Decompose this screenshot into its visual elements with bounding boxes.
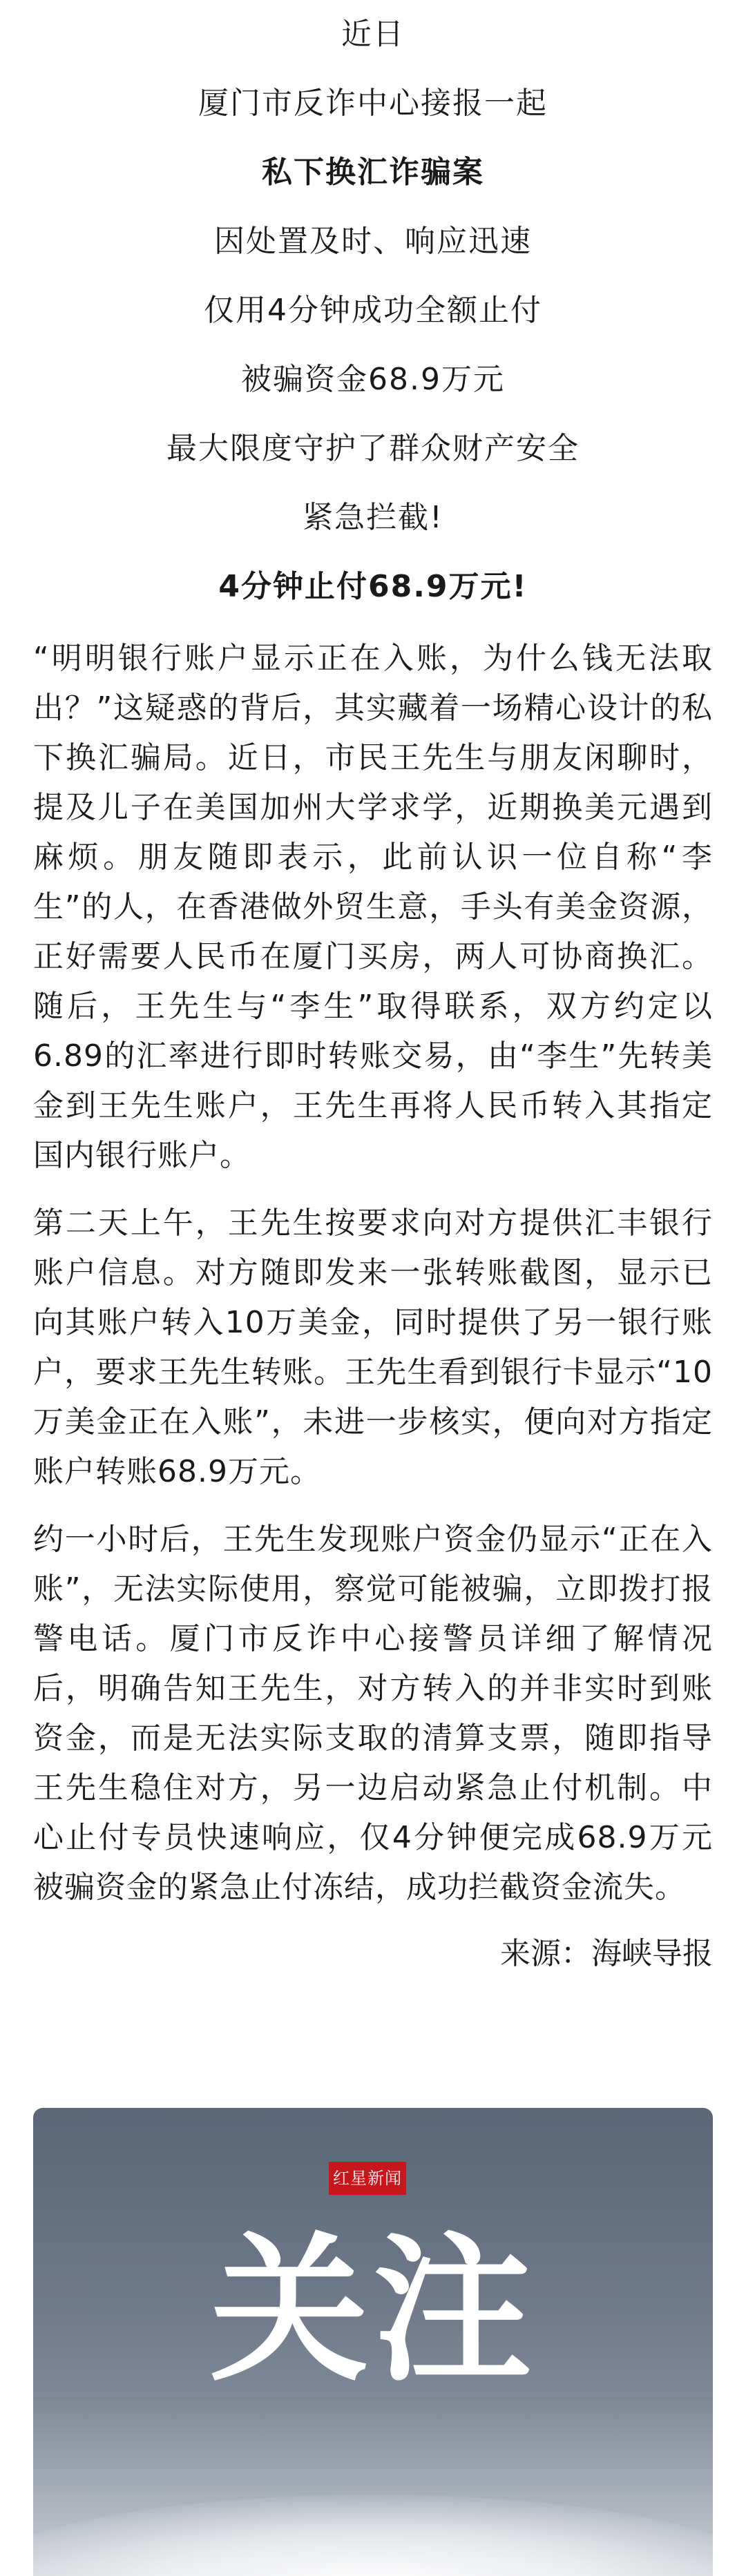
headline-line-9: 4分钟止付68.9万元! [218,569,528,604]
headline-line-7: 最大限度守护了群众财产安全 [166,431,580,466]
article-source: 来源：海峡导报 [500,1936,713,1971]
headline-line-6: 被骗资金68.9万元 [241,362,505,397]
headline-line-3: 私下换汇诈骗案 [262,155,484,190]
banner-title: 关注 [209,2219,536,2403]
headline-line-4: 因处置及时、响应迅速 [214,224,532,259]
article-paragraph: “明明银行账户显示正在入账，为什么钱无法取出？”这疑惑的背后，其实藏着一场精心设计的私下换汇骗局。近日，市民王先生与朋友闲聊时，提及儿子在美国加州大学求学，近期换美元遇到麻烦。朋友随即表示，此前认识一位自称“李生”的人，在香港做外贸生意，手头有美金资源，正好需要人民币在厦门买房，两人可协商换汇。随后，王先生与“李生”取得联系，双方约定以6.89的汇率进行即时转账交易，由“李生”先转美金到王先生账户，王先生再将人民币转入其指定国内银行账户。 [33,641,713,1173]
follow-banner-image[interactable] [33,2108,713,2576]
red-star-news-logo: 红星新闻 [329,2162,406,2195]
article-paragraph: 第二天上午，王先生按要求向对方提供汇丰银行账户信息。对方随即发来一张转账截图，显示已向其账户转入10万美金，同时提供了另一银行账户，要求王先生转账。王先生看到银行卡显示“10万美金正在入账”，未进一步核实，便向对方指定账户转账68.9万元。 [33,1205,713,1489]
banner-light-glow [33,2495,713,2576]
headline-line-2: 厦门市反诈中心接报一起 [198,86,548,121]
article-paragraph: 约一小时后，王先生发现账户资金仍显示“正在入账”，无法实际使用，察觉可能被骗，立即拨打报警电话。厦门市反诈中心接警员详细了解情况后，明确告知王先生，对方转入的并非实时到账资金，而是无法实际支取的清算支票，随即指导王先生稳住对方，另一边启动紧急止付机制。中心止付专员快速响应，仅4分钟便完成68.9万元被骗资金的紧急止付冻结，成功拦截资金流失。 [33,1522,713,1905]
headline-line-8: 紧急拦截! [303,500,443,535]
headline-line-5: 仅用4分钟成功全额止付 [204,293,542,328]
headline-line-1: 近日 [341,17,405,52]
